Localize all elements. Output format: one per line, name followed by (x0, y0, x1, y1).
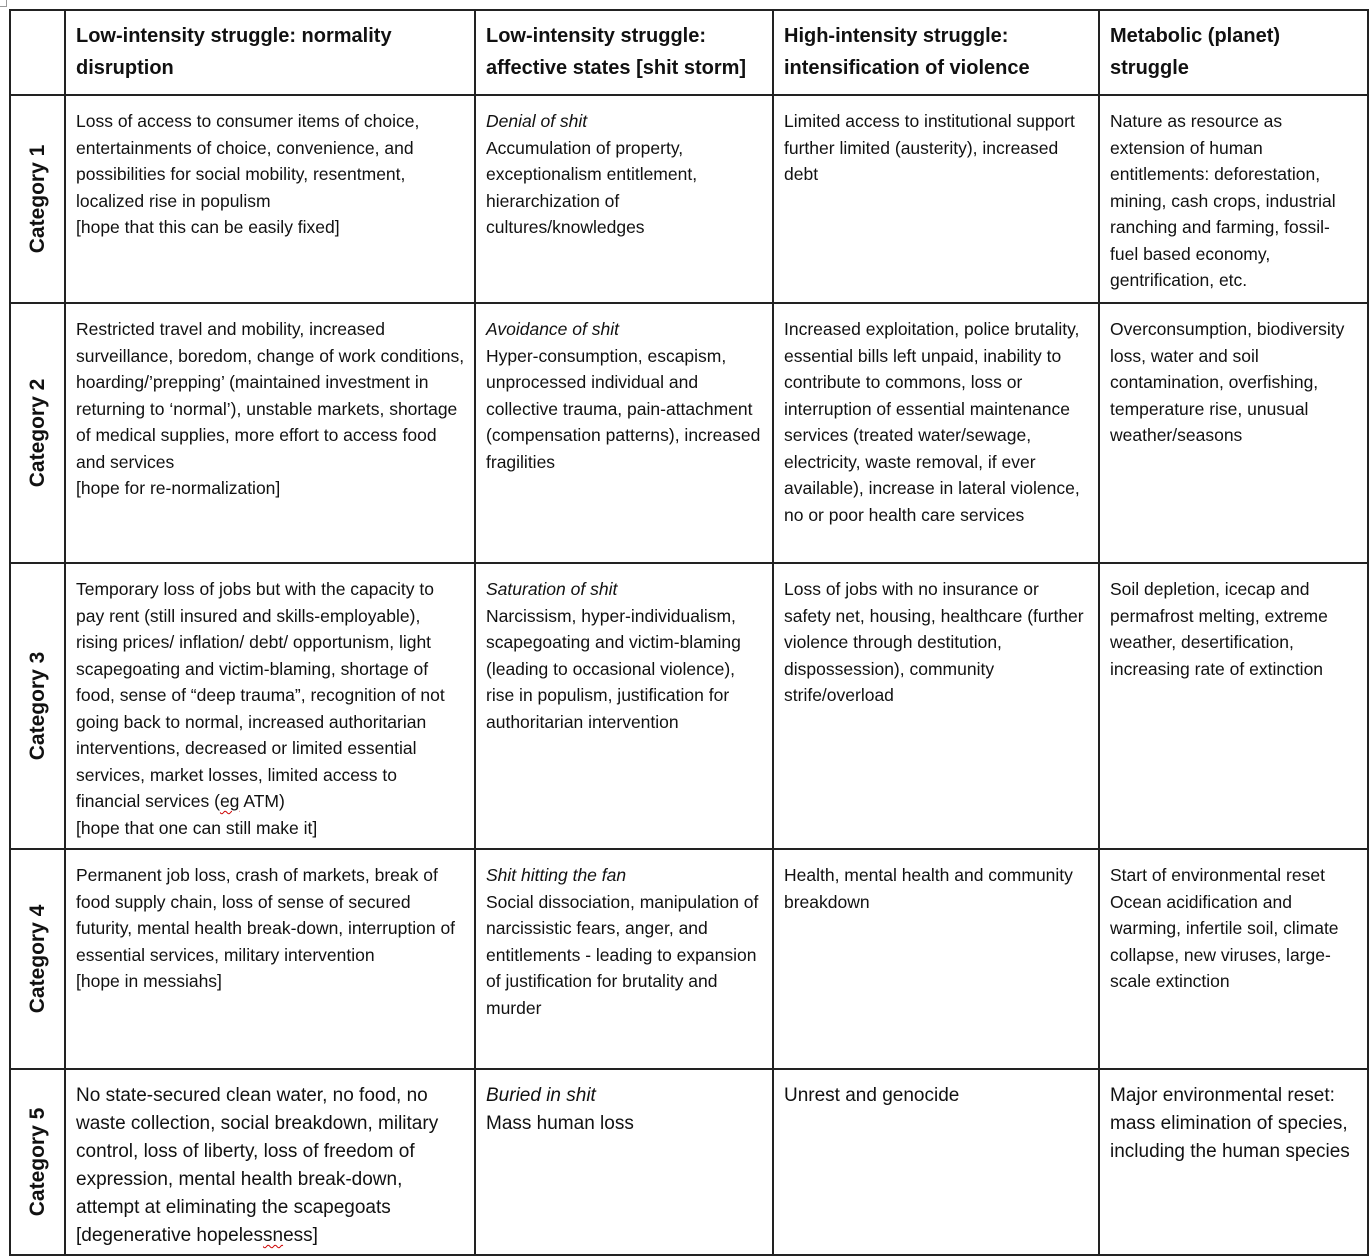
hope-note: [hope that this can be easily fixed] (76, 217, 340, 237)
hope-note-end: ess] (283, 1225, 318, 1246)
cell-intensification-of-violence: Increased exploitation, police brutality, essential bills left unpaid, inability to contribute to commons, loss or interruption of essential maintenance services (treated water/sewage, electricity, waste removal, if ever available), increase in lateral violence, no or poor health care services (773, 303, 1099, 563)
affective-state-title: Denial of shit (486, 111, 588, 131)
cell-intensification-of-violence: Loss of jobs with no insurance or safety net, housing, healthcare (further violence through destitution, dispossession), community strife/overload (773, 563, 1099, 849)
cell-intensification-of-violence: Unrest and genocide (773, 1069, 1099, 1255)
cell-affective-states (475, 849, 773, 1069)
hope-note: [hope in messiahs] (76, 971, 222, 991)
header-intensification-of-violence: High-intensity struggle: intensification of violence (773, 10, 1099, 95)
header-normality-disruption: Low-intensity struggle: normality disruption (65, 10, 475, 95)
header-affective-states: Low-intensity struggle: affective states [shit storm] (475, 10, 773, 95)
page-corner-mark (0, 0, 7, 7)
row-header-category-1 (10, 95, 65, 303)
spellcheck-fragment: sn (262, 1225, 284, 1246)
row-header-category-3 (10, 563, 65, 849)
header-metabolic-struggle: Metabolic (planet) struggle (1099, 10, 1368, 95)
cell-text-end: ATM) (239, 791, 285, 811)
cell-metabolic-struggle: Soil depletion, icecap and permafrost melting, extreme weather, desertification, increasing rate of extinction (1099, 563, 1368, 849)
cell-intensification-of-violence: Limited access to institutional support further limited (austerity), increased debt (773, 95, 1099, 303)
cell-text: Hyper-consumption, escapism, unprocessed individual and collective trauma, pain-attachment (compensation patterns), increased fragilities (486, 345, 761, 472)
cell-affective-states (475, 303, 773, 563)
category-label: Category 5 (25, 1107, 49, 1217)
cell-normality-disruption (65, 1069, 475, 1255)
row-header-category-4 (10, 849, 65, 1069)
hope-note-start: [degenerative hopeles (76, 1225, 263, 1246)
row-header-category-2 (10, 303, 65, 563)
cell-text: Social dissociation, manipulation of narcissistic fears, anger, and entitlements - leading to expansion of justification for brutality and murder (486, 891, 759, 1018)
affective-state-title: Avoidance of shit (486, 319, 619, 339)
cell-normality-disruption (65, 563, 475, 849)
cell-normality-disruption (65, 303, 475, 563)
cell-normality-disruption (65, 849, 475, 1069)
struggle-matrix-table (9, 9, 1369, 1256)
category-label: Category 1 (25, 144, 49, 254)
affective-state-title: Saturation of shit (486, 579, 618, 599)
cell-metabolic-struggle: Overconsumption, biodiversity loss, water and soil contamination, overfishing, temperature rise, unusual weather/seasons (1099, 303, 1368, 563)
header-corner-cell (10, 10, 65, 95)
cell-affective-states (475, 563, 773, 849)
header-row (10, 10, 1368, 95)
table-row-category-5 (10, 1069, 1368, 1255)
cell-text: No state-secured clean water, no food, no waste collection, social breakdown, military control, loss of liberty, loss of freedom of expression, mental health break-down, attempt at eliminating the scapegoats (76, 1085, 439, 1218)
cell-normality-disruption (65, 95, 475, 303)
row-header-category-5 (10, 1069, 65, 1255)
cell-affective-states (475, 95, 773, 303)
cell-text: Ocean acidification and warming, infertile soil, climate collapse, new viruses, large-scale extinction (1110, 891, 1339, 991)
category-label: Category 4 (25, 904, 49, 1014)
cell-text: Restricted travel and mobility, increased surveillance, boredom, change of work conditions, hoarding/’prepping’ (maintained investment in returning to ‘normal’), unstable markets, shortage of medical supplies, more effort to access food and services (76, 319, 465, 472)
cell-text: Mass human loss (486, 1113, 634, 1134)
table-row-category-3 (10, 563, 1368, 849)
spellcheck-word-eg: eg (219, 791, 240, 811)
cell-text: Narcissism, hyper-individualism, scapegoating and victim-blaming (leading to occasional violence), rise in populism, justification for authoritarian intervention (486, 605, 741, 732)
affective-state-title: Buried in shit (486, 1085, 596, 1106)
cell-metabolic-struggle (1099, 849, 1368, 1069)
table-row-category-4 (10, 849, 1368, 1069)
cell-text: Loss of access to consumer items of choice, entertainments of choice, convenience, and possibilities for social mobility, resentment, localized rise in populism (76, 111, 420, 211)
metabolic-title: Start of environmental reset (1110, 865, 1325, 885)
affective-state-title: Shit hitting the fan (486, 865, 627, 885)
cell-metabolic-struggle: Major environmental reset: mass elimination of species, including the human species (1099, 1069, 1368, 1255)
cell-intensification-of-violence: Health, mental health and community breakdown (773, 849, 1099, 1069)
cell-text: Permanent job loss, crash of markets, break of food supply chain, loss of sense of secured futurity, mental health break-down, interruption of essential services, military intervention (76, 865, 456, 965)
table-row-category-2 (10, 303, 1368, 563)
cell-text: Accumulation of property, exceptionalism entitlement, hierarchization of cultures/knowledges (486, 137, 698, 237)
hope-note: [hope that one can still make it] (76, 817, 318, 838)
hope-note (76, 1222, 465, 1250)
category-label: Category 2 (25, 378, 49, 488)
cell-affective-states (475, 1069, 773, 1255)
hope-note: [hope for re-normalization] (76, 478, 281, 498)
cell-metabolic-struggle: Nature as resource as extension of human entitlements: deforestation, mining, cash crops, industrial ranching and farming, fossil-fuel based economy, gentrification, etc. (1099, 95, 1368, 303)
table-row-category-1 (10, 95, 1368, 303)
category-label: Category 3 (25, 651, 49, 761)
cell-text: Temporary loss of jobs but with the capacity to pay rent (still insured and skills-employable), rising prices/ inflation/ debt/ opportunism, light scapegoating and victim-blaming, shortage of food, sense of “deep trauma”, recognition of not going back to normal, increased authoritarian interventions, decreased or limited essential services, market losses, limited access to financial services ( (76, 579, 445, 811)
